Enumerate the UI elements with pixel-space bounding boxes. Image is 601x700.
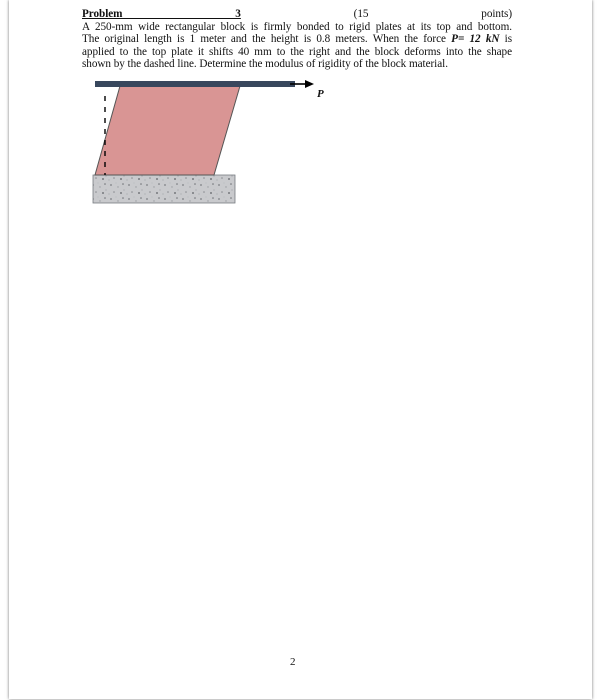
problem-line-2-tail: is xyxy=(499,33,513,46)
problem-line-2-text: The original length is 1 meter and the height is 0.8 meters. When the force xyxy=(82,33,452,46)
problem-heading: Problem 3 xyxy=(82,8,241,20)
problem-line-2 xyxy=(82,33,512,46)
problem-points: (15 points) xyxy=(240,8,513,20)
force-value: P= 12 kN xyxy=(451,33,500,46)
document-page xyxy=(9,0,592,699)
force-label: P xyxy=(317,88,324,100)
problem-title-line xyxy=(82,8,512,21)
problem-line-1: A 250-mm wide rectangular block is firmly bonded to rigid plates at its top and bottom. xyxy=(82,20,512,33)
problem-line-3: applied to the top plate it shifts 40 mm to the right and the block deforms into the shape xyxy=(82,45,512,58)
problem-line-4: shown by the dashed line. Determine the modulus of rigidity of the block material. xyxy=(82,58,448,71)
page-number: 2 xyxy=(290,656,296,668)
problem-statement xyxy=(82,8,512,71)
